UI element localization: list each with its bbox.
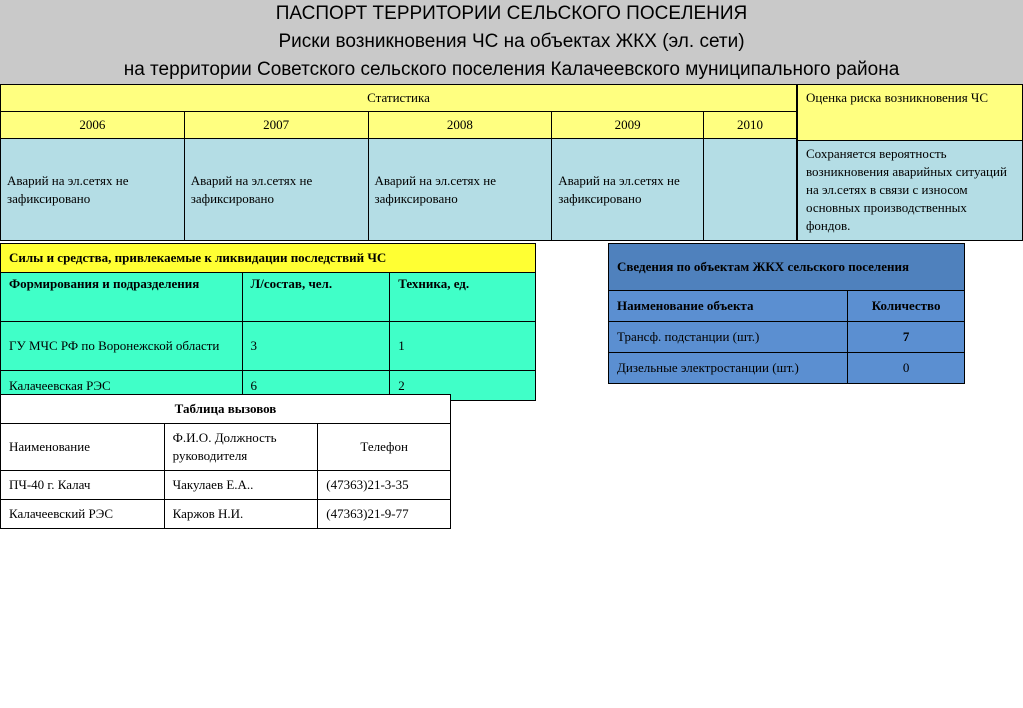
calls-header: Телефон [318,424,451,471]
page-header [0,0,1023,84]
calls-cell: Калачеевский РЭС [1,500,165,529]
objects-header: Количество [848,291,965,322]
accident-cell [704,139,797,241]
forces-title: Силы и средства, привлекаемые к ликвидации последствий ЧС [1,244,536,273]
calls-cell: ПЧ-40 г. Калач [1,471,165,500]
year-cell: 2007 [184,112,368,139]
risk-title: Оценка риска возникновения ЧС [798,85,1023,141]
accident-cell: Аварий на эл.сетях не зафиксировано [368,139,552,241]
forces-header: Формирования и подразделения [1,273,243,322]
year-cell: 2006 [1,112,185,139]
forces-header: Л/состав, чел. [242,273,390,322]
calls-header: Ф.И.О. Должность руководителя [164,424,318,471]
calls-cell: Каржов Н.И. [164,500,318,529]
page-title: ПАСПОРТ ТЕРРИТОРИИ СЕЛЬСКОГО ПОСЕЛЕНИЯ [275,3,748,24]
year-cell: 2009 [552,112,704,139]
forces-header: Техника, ед. [390,273,536,322]
calls-cell: (47363)21-9-77 [318,500,451,529]
forces-cell: ГУ МЧС РФ по Воронежской области [1,322,243,371]
forces-cell: 1 [390,322,536,371]
calls-cell: Чакулаев Е.А.. [164,471,318,500]
year-cell: 2008 [368,112,552,139]
forces-cell: Калачеевская РЭС [1,371,243,401]
objects-table [608,243,965,384]
statistics-table [0,84,797,241]
page-subtitle-territory: на территории Советского сельского поселения Калачеевского муниципального района [123,59,900,80]
page-subtitle: Риски возникновения ЧС на объектах ЖКХ (эл. сети) [278,31,745,52]
objects-cell: Дизельные электростанции (шт.) [609,353,848,384]
objects-cell: 7 [848,322,965,353]
statistics-title: Статистика [1,85,797,112]
objects-header: Наименование объекта [609,291,848,322]
objects-cell: Трансф. подстанции (шт.) [609,322,848,353]
calls-cell: (47363)21-3-35 [318,471,451,500]
objects-title: Сведения по объектам ЖКХ сельского поселения [609,244,965,291]
accident-cell: Аварий на эл.сетях не зафиксировано [552,139,704,241]
forces-cell: 6 [242,371,390,401]
accident-cell: Аварий на эл.сетях не зафиксировано [1,139,185,241]
forces-cell: 3 [242,322,390,371]
objects-cell: 0 [848,353,965,384]
calls-table [0,394,451,529]
calls-header: Наименование [1,424,165,471]
calls-title: Таблица вызовов [1,395,451,424]
year-cell: 2010 [704,112,797,139]
risk-text: Сохраняется вероятность возникновения аварийных ситуаций на эл.сетях в связи с износом основных производственных фондов. [798,141,1023,241]
risk-assessment-table [797,84,1023,241]
forces-cell: 2 [390,371,536,401]
accident-cell: Аварий на эл.сетях не зафиксировано [184,139,368,241]
forces-table [0,243,536,401]
